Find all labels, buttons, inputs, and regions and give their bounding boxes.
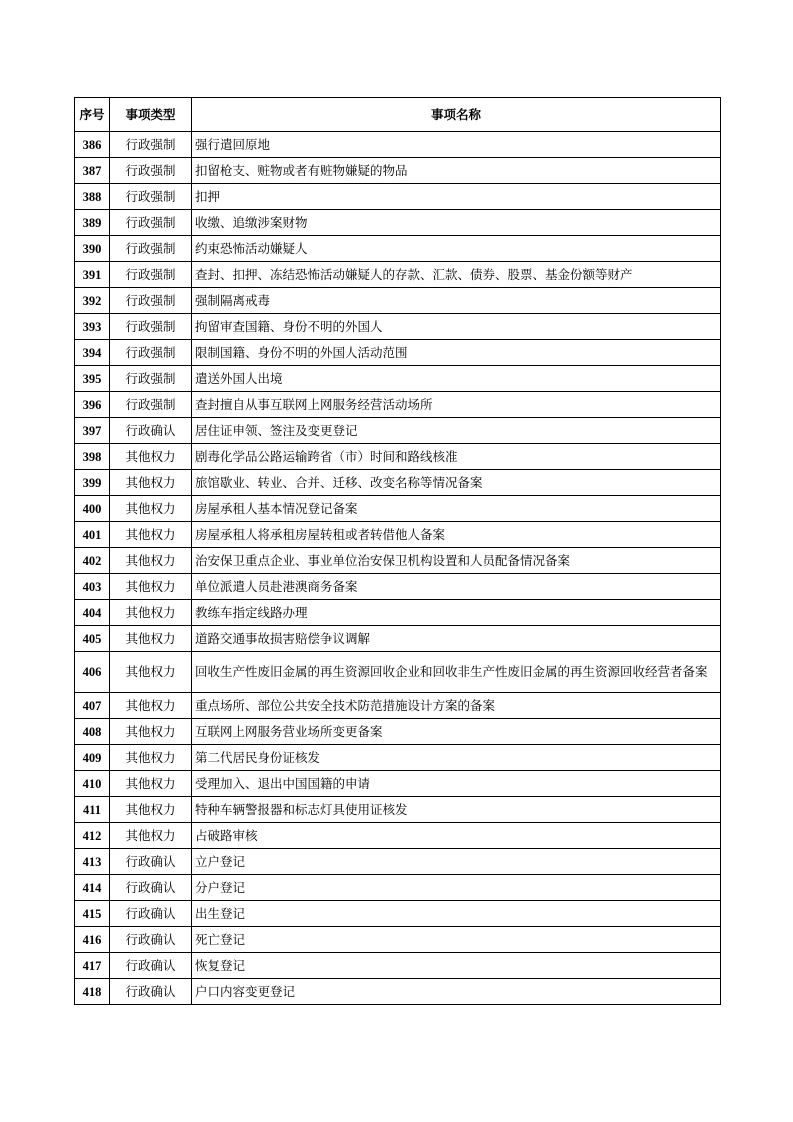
row-type: 行政强制 xyxy=(110,132,192,158)
row-type: 其他权力 xyxy=(110,745,192,771)
table-row xyxy=(75,496,721,522)
row-name: 限制国籍、身份不明的外国人活动范围 xyxy=(192,340,721,366)
table-row xyxy=(75,340,721,366)
table-row xyxy=(75,132,721,158)
row-name: 恢复登记 xyxy=(192,953,721,979)
row-num: 400 xyxy=(75,496,110,522)
row-type: 其他权力 xyxy=(110,771,192,797)
row-num: 394 xyxy=(75,340,110,366)
table-row xyxy=(75,875,721,901)
row-name: 道路交通事故损害赔偿争议调解 xyxy=(192,626,721,652)
row-num: 410 xyxy=(75,771,110,797)
row-type: 其他权力 xyxy=(110,719,192,745)
row-type: 行政确认 xyxy=(110,901,192,927)
row-name: 强制隔离戒毒 xyxy=(192,288,721,314)
row-name: 受理加入、退出中国国籍的申请 xyxy=(192,771,721,797)
row-type: 行政确认 xyxy=(110,849,192,875)
row-num: 399 xyxy=(75,470,110,496)
row-name: 教练车指定线路办理 xyxy=(192,600,721,626)
row-type: 行政强制 xyxy=(110,210,192,236)
row-name: 约束恐怖活动嫌疑人 xyxy=(192,236,721,262)
row-name: 居住证申领、签注及变更登记 xyxy=(192,418,721,444)
row-type: 其他权力 xyxy=(110,548,192,574)
row-name: 单位派遣人员赴港澳商务备案 xyxy=(192,574,721,600)
row-name: 分户登记 xyxy=(192,875,721,901)
table-row xyxy=(75,262,721,288)
table-row xyxy=(75,953,721,979)
table-row xyxy=(75,392,721,418)
row-num: 403 xyxy=(75,574,110,600)
row-name: 特种车辆警报器和标志灯具使用证核发 xyxy=(192,797,721,823)
header-type: 事项类型 xyxy=(110,98,192,132)
row-name: 查封擅自从事互联网上网服务经营活动场所 xyxy=(192,392,721,418)
table-row xyxy=(75,548,721,574)
table-row xyxy=(75,719,721,745)
row-name: 占破路审核 xyxy=(192,823,721,849)
table-row xyxy=(75,626,721,652)
row-num: 386 xyxy=(75,132,110,158)
row-type: 行政确认 xyxy=(110,979,192,1005)
table-row xyxy=(75,849,721,875)
row-num: 416 xyxy=(75,927,110,953)
table-row xyxy=(75,366,721,392)
row-type: 行政确认 xyxy=(110,927,192,953)
row-type: 行政强制 xyxy=(110,184,192,210)
row-num: 396 xyxy=(75,392,110,418)
table-row xyxy=(75,158,721,184)
row-type: 其他权力 xyxy=(110,626,192,652)
row-name: 扣押 xyxy=(192,184,721,210)
header-name: 事项名称 xyxy=(192,98,721,132)
row-num: 388 xyxy=(75,184,110,210)
table-row xyxy=(75,574,721,600)
row-name: 户口内容变更登记 xyxy=(192,979,721,1005)
table-row xyxy=(75,927,721,953)
row-name: 收缴、追缴涉案财物 xyxy=(192,210,721,236)
row-type: 其他权力 xyxy=(110,444,192,470)
table-row xyxy=(75,184,721,210)
row-name: 拘留审查国籍、身份不明的外国人 xyxy=(192,314,721,340)
row-name: 强行遣回原地 xyxy=(192,132,721,158)
row-num: 389 xyxy=(75,210,110,236)
table-row xyxy=(75,901,721,927)
row-num: 398 xyxy=(75,444,110,470)
row-name: 剧毒化学品公路运输跨省（市）时间和路线核准 xyxy=(192,444,721,470)
table-row xyxy=(75,771,721,797)
table-row xyxy=(75,418,721,444)
row-num: 408 xyxy=(75,719,110,745)
items-table xyxy=(74,97,721,1005)
table-row xyxy=(75,979,721,1005)
row-type: 其他权力 xyxy=(110,652,192,693)
row-num: 409 xyxy=(75,745,110,771)
row-type: 行政强制 xyxy=(110,262,192,288)
row-type: 行政强制 xyxy=(110,314,192,340)
row-name: 第二代居民身份证核发 xyxy=(192,745,721,771)
row-type: 其他权力 xyxy=(110,496,192,522)
row-num: 387 xyxy=(75,158,110,184)
row-name: 旅馆歇业、转业、合并、迁移、改变名称等情况备案 xyxy=(192,470,721,496)
document-page xyxy=(74,97,720,1005)
table-row xyxy=(75,797,721,823)
row-num: 392 xyxy=(75,288,110,314)
row-name: 出生登记 xyxy=(192,901,721,927)
row-name: 死亡登记 xyxy=(192,927,721,953)
row-type: 其他权力 xyxy=(110,693,192,719)
row-name: 回收生产性废旧金属的再生资源回收企业和回收非生产性废旧金属的再生资源回收经营者备案 xyxy=(192,652,721,693)
row-num: 401 xyxy=(75,522,110,548)
row-name: 房屋承租人基本情况登记备案 xyxy=(192,496,721,522)
table-row xyxy=(75,470,721,496)
header-num: 序号 xyxy=(75,98,110,132)
row-num: 395 xyxy=(75,366,110,392)
row-num: 413 xyxy=(75,849,110,875)
table-row xyxy=(75,444,721,470)
row-num: 405 xyxy=(75,626,110,652)
row-type: 其他权力 xyxy=(110,470,192,496)
row-name: 查封、扣押、冻结恐怖活动嫌疑人的存款、汇款、债券、股票、基金份额等财产 xyxy=(192,262,721,288)
row-num: 391 xyxy=(75,262,110,288)
table-row xyxy=(75,745,721,771)
table-row xyxy=(75,314,721,340)
row-name: 重点场所、部位公共安全技术防范措施设计方案的备案 xyxy=(192,693,721,719)
row-type: 其他权力 xyxy=(110,823,192,849)
table-row xyxy=(75,288,721,314)
table-row xyxy=(75,210,721,236)
row-type: 其他权力 xyxy=(110,797,192,823)
row-num: 412 xyxy=(75,823,110,849)
row-type: 其他权力 xyxy=(110,600,192,626)
row-num: 397 xyxy=(75,418,110,444)
row-type: 其他权力 xyxy=(110,574,192,600)
row-num: 418 xyxy=(75,979,110,1005)
row-num: 407 xyxy=(75,693,110,719)
row-name: 互联网上网服务营业场所变更备案 xyxy=(192,719,721,745)
row-type: 行政强制 xyxy=(110,288,192,314)
row-type: 行政确认 xyxy=(110,953,192,979)
row-num: 402 xyxy=(75,548,110,574)
row-type: 其他权力 xyxy=(110,522,192,548)
row-num: 411 xyxy=(75,797,110,823)
row-type: 行政强制 xyxy=(110,340,192,366)
table-row xyxy=(75,522,721,548)
table-row xyxy=(75,600,721,626)
row-num: 414 xyxy=(75,875,110,901)
row-name: 立户登记 xyxy=(192,849,721,875)
row-num: 390 xyxy=(75,236,110,262)
row-name: 治安保卫重点企业、事业单位治安保卫机构设置和人员配备情况备案 xyxy=(192,548,721,574)
row-num: 393 xyxy=(75,314,110,340)
table-row xyxy=(75,236,721,262)
row-type: 行政确认 xyxy=(110,418,192,444)
row-name: 扣留枪支、赃物或者有赃物嫌疑的物品 xyxy=(192,158,721,184)
table-row xyxy=(75,823,721,849)
row-num: 417 xyxy=(75,953,110,979)
table-row xyxy=(75,652,721,693)
row-type: 行政强制 xyxy=(110,236,192,262)
row-num: 404 xyxy=(75,600,110,626)
header-row xyxy=(75,98,721,132)
row-type: 行政强制 xyxy=(110,366,192,392)
row-type: 行政强制 xyxy=(110,158,192,184)
row-num: 406 xyxy=(75,652,110,693)
row-name: 房屋承租人将承租房屋转租或者转借他人备案 xyxy=(192,522,721,548)
row-type: 行政确认 xyxy=(110,875,192,901)
row-type: 行政强制 xyxy=(110,392,192,418)
row-num: 415 xyxy=(75,901,110,927)
row-name: 遣送外国人出境 xyxy=(192,366,721,392)
table-row xyxy=(75,693,721,719)
